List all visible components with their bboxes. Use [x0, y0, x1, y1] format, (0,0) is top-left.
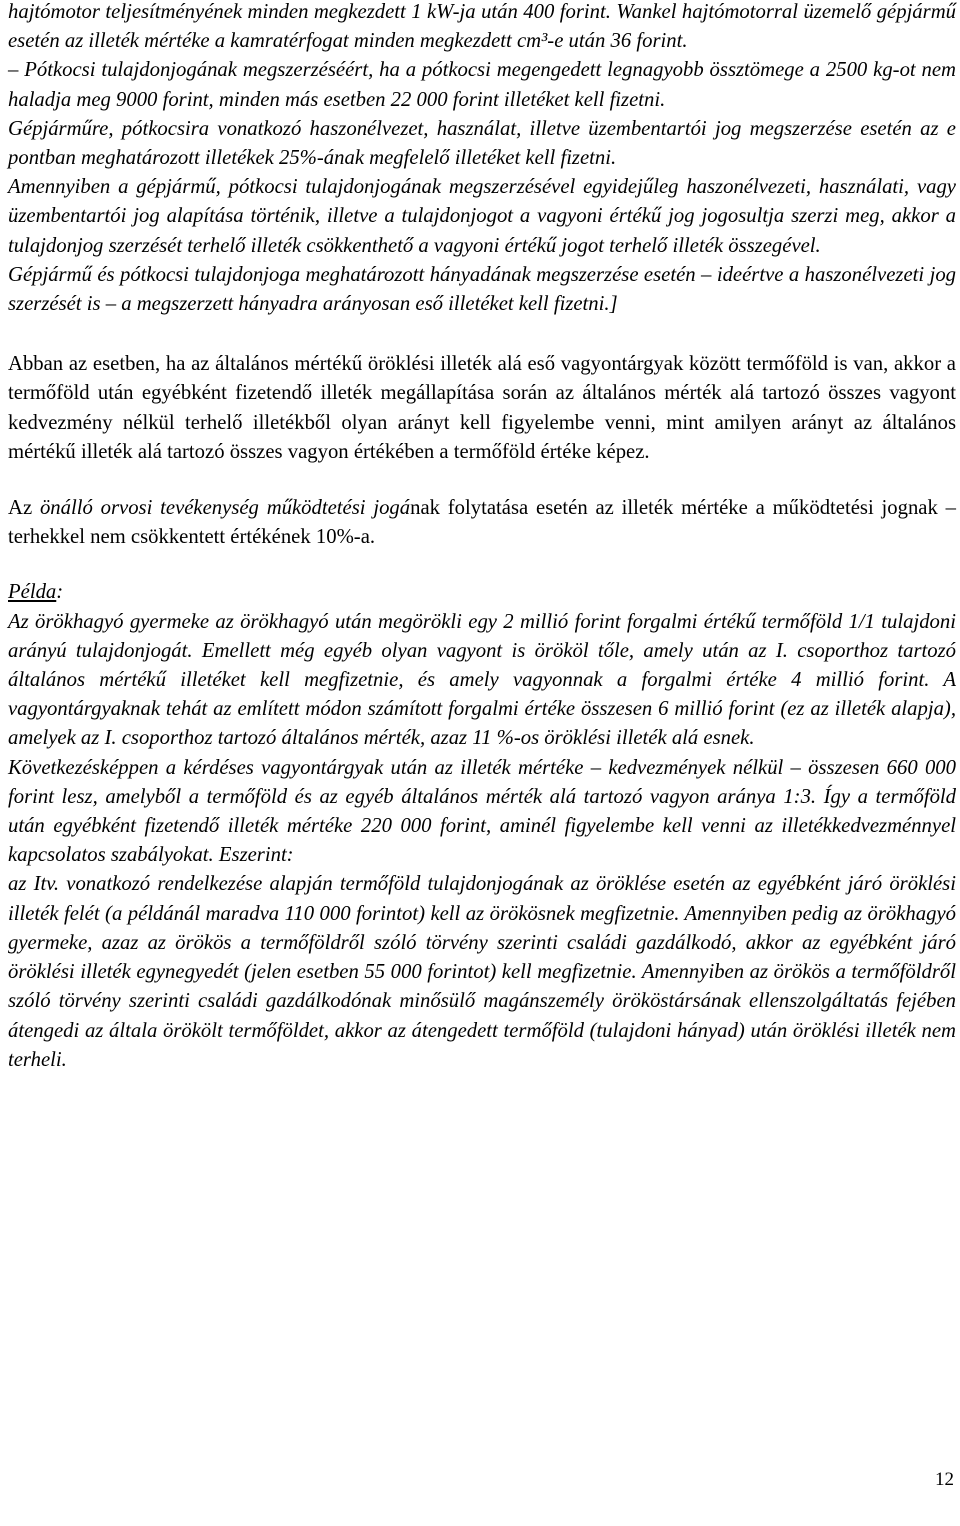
example-heading — [8, 578, 956, 607]
paragraph-share: Gépjármű és pótkocsi tulajdonjoga meghatározott hányadának megszerzése esetén – ideértve a haszonélvezeti jog szerzését is – a megszerzett hányadra arányosan eső illetéket kell fizetni.] — [8, 263, 956, 316]
medical-practice-rest: nak folytatása esetén az illeték mértéke a működtetési jognak – terhekkel nem csökkentett értékének 10%-a. — [8, 497, 956, 549]
example-colon: : — [56, 581, 64, 604]
example-paragraph-2: Következésképpen a kérdéses vagyontárgyak után az illeték mértéke – kedvezmények nélkül – összesen 660 000 forint lesz, amelyből a termőföld és az egyéb általános mérték alá tartozó vagyon aránya 1:3. Így a termőföld után egyébként fizetendő illeték mértéke 220 000 forint, aminél figyelembe kell venni az illetékkedvezménnyel kapcsolatos szabályokat. Eszerint: — [8, 756, 956, 867]
medical-practice-italic: önálló orvosi tevékenység működtetési jogá — [39, 497, 411, 520]
example-paragraph-1: Az örökhagyó gyermeke az örökhagyó után megörökli egy 2 millió forint forgalmi értékű termőföld 1/1 tulajdoni arányú tulajdonjogát. Emellett még egyéb olyan vagyont is örököl tőle, amely után az I. csoporthoz tartozó általános mértékű illetéket kell megfizetnie, és amely vagyonnak a forgalmi értéke 4 millió forint. A vagyontárgyaknak tehát az említett módon számított forgalmi értéke összesen 6 millió forint (ez az illeték alapja), amelyek az I. csoporthoz tartozó általános mérték, azaz 11 %-os öröklési illeték alá esnek. — [8, 610, 956, 750]
page-number: 12 — [935, 1469, 954, 1490]
example-paragraph-3: az Itv. vonatkozó rendelkezése alapján termőföld tulajdonjogának az öröklése esetén az egyébként járó öröklési illeték felét (a példánál maradva 110 000 forintot) kell az örökösnek megfizetnie. Amennyiben pedig az örökhagyó gyermeke, azaz az örökös a termőföldről szóló törvény szerinti családi gazdálkodó, akkor az egyébként járó öröklési illeték egynegyedét (jelen esetben 55 000 forintot) kell megfizetnie. Amennyiben az örökös a termőföldről szóló törvény szerinti családi gazdálkodónak minősülő magánszemély örököstársának ellenszolgáltatás fejében átengedi az általa örökölt termőföldet, akkor az átengedett termőföld (tulajdoni hányad) után öröklési illeték nem terheli. — [8, 873, 956, 1071]
paragraph-usufruct: Gépjárműre, pótkocsira vonatkozó haszonélvezet, használat, illetve üzembentartói jog megszerzése esetén az e pontban meghatározott illetékek 25%-ának megfelelő illetéket kell fizetni. — [8, 117, 956, 170]
paragraph-engine-power: hajtómotor teljesítményének minden megkezdett 1 kW-ja után 400 forint. Wankel hajtómotorral üzemelő gépjármű esetén az illeték mértéke a kamratérfogat minden megkezdett cm³-e után 36 forint. — [8, 1, 956, 53]
spacer — [8, 319, 956, 350]
paragraph-farmland-inheritance: Abban az esetben, ha az általános mértékű öröklési illeték alá eső vagyontárgyak között termőföld is van, akkor a termőföld után egyébként fizetendő illeték megállapítása során az általános mérték alá tartozó összes vagyont kedvezmény nélkül terhelő illetékből olyan arányt kell figyelembe venni, mint amilyen arányt az általános mértékű illeték alá tartozó összes vagyon értékében a termőföld értéke képez. — [8, 353, 956, 463]
paragraph-medical-practice — [8, 494, 956, 552]
spacer — [8, 552, 956, 578]
spacer — [8, 467, 956, 494]
vehicle-duty-section — [8, 0, 956, 319]
medical-practice-lead: Az — [8, 497, 40, 520]
document-page — [8, 0, 956, 1075]
paragraph-trailer: – Pótkocsi tulajdonjogának megszerzéséért, ha a pótkocsi megengedett legnagyobb össztömege a 2500 kg-ot nem haladja meg 9000 forint, minden más esetben 22 000 forint illetéket kell fizetni. — [8, 59, 956, 111]
example-section — [8, 578, 956, 1074]
paragraph-simultaneous-rights: Amennyiben a gépjármű, pótkocsi tulajdonjogának megszerzésével egyidejűleg haszonélvezeti, használati, vagy üzembentartói jog alapítása történik, illetve a tulajdonjogot a vagyoni értékű jog jogosultja szerzi meg, akkor a tulajdonjog szerzését terhelő illeték csökkenthető a vagyoni értékű jogot terhelő illeték összegével. — [8, 176, 956, 257]
example-label: Példa — [8, 581, 57, 604]
